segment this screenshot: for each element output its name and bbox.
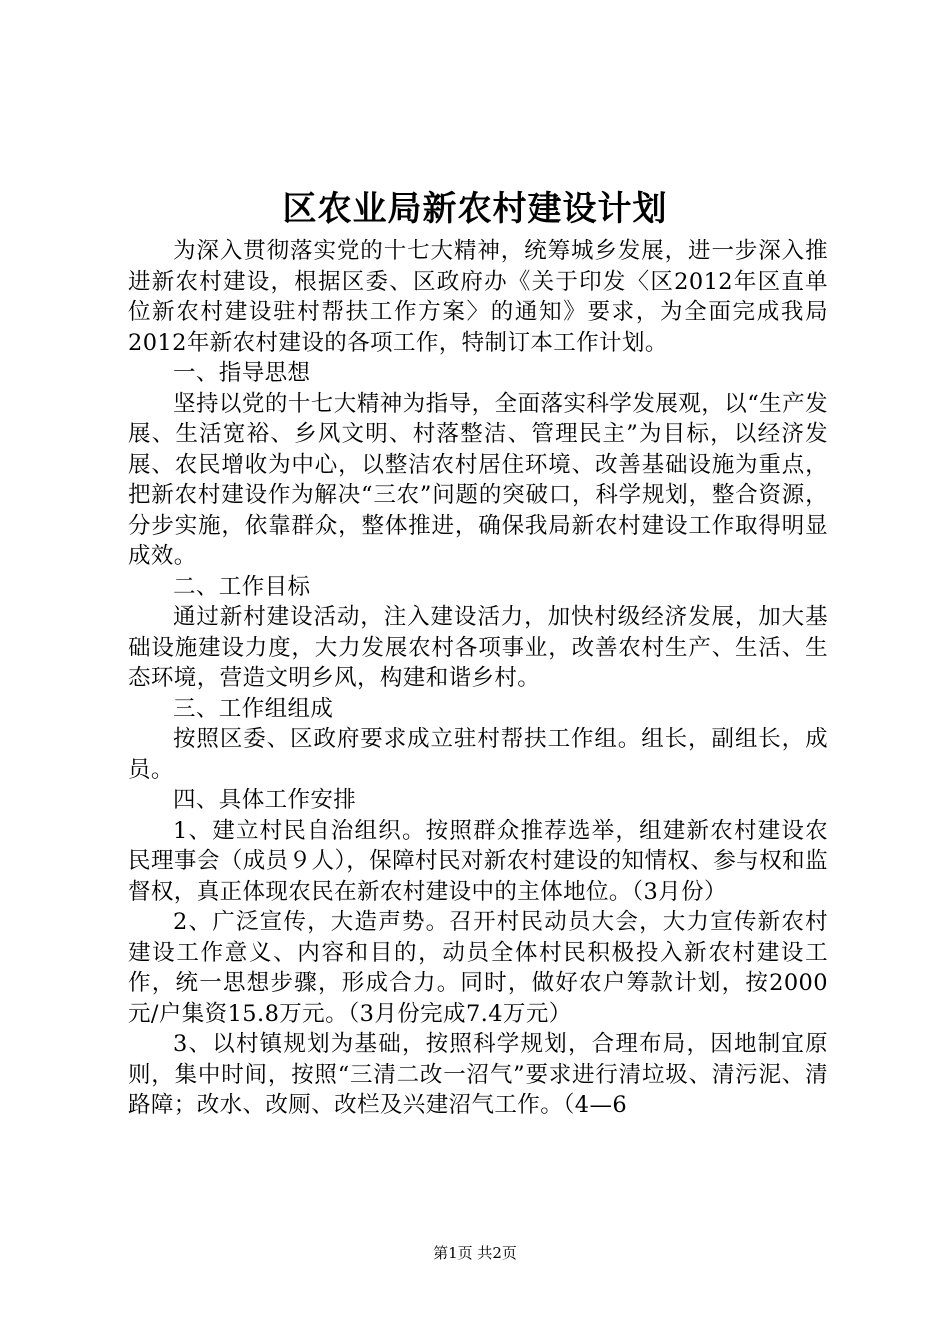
paragraph-guiding-ideology: 坚持以党的十七大精神为指导，全面落实科学发展观，以“生产发展、生活宽裕、乡风文明、村落整洁、管理民主”为目标，以经济发展、农民增收为中心，以整洁农村居住环境、改善基础设施为重点，把新农村建设作为解决“三农”问题的突破口，科学规划，整合资源，分步实施，依靠群众，整体推进，确保我局新农村建设工作取得明显成效。: [128, 390, 828, 569]
section-heading-work-team: 三、工作组组成: [173, 695, 334, 722]
paragraph-work-team: 按照区委、区政府要求成立驻村帮扶工作组。组长，副组长，成员。: [128, 726, 828, 783]
paragraph-arrangement-1: 1、建立村民自治组织。按照群众推荐选举，组建新农村建设农民理事会（成员９人），保障村民对新农村建设的知情权、参与权和监督权，真正体现农民在新农村建设中的主体地位。（3月份）: [128, 817, 828, 905]
paragraph-work-goals: 通过新村建设活动，注入建设活力，加快村级经济发展，加大基础设施建设力度，大力发展农村各项事业，改善农村生产、生活、生态环境，营造文明乡风，构建和谐乡村。: [128, 604, 828, 691]
section-heading-arrangements: 四、具体工作安排: [173, 787, 357, 813]
section-heading-guiding-ideology: 一、指导思想: [173, 360, 311, 386]
document-title: 区农业局新农村建设计划: [282, 189, 668, 229]
paragraph-arrangement-2: 2、广泛宣传，大造声势。召开村民动员大会，大力宣传新农村建设工作意义、内容和目的，动员全体村民积极投入新农村建设工作，统一思想步骤，形成合力。同时，做好农户筹款计划，按2000元/户集资15.8万元。（3月份完成7.4万元）: [128, 909, 828, 1027]
document-body: [128, 236, 828, 1121]
page-footer: 第1页 共2页: [433, 1244, 517, 1262]
paragraph-arrangement-3: 3、以村镇规划为基础，按照科学规划，合理布局，因地制宜原则，集中时间，按照“三清二改一沼气”要求进行清垃圾、清污泥、清路障；改水、改厕、改栏及兴建沼气工作。（4—6: [128, 1031, 828, 1118]
paragraph-intro: 为深入贯彻落实党的十七大精神，统筹城乡发展，进一步深入推进新农村建设，根据区委、区政府办《关于印发〈区2012年区直单位新农村建设驻村帮扶工作方案〉的通知》要求，为全面完成我局2012年新农村建设的各项工作，特制订本工作计划。: [128, 238, 828, 356]
section-heading-work-goals: 二、工作目标: [173, 573, 311, 600]
